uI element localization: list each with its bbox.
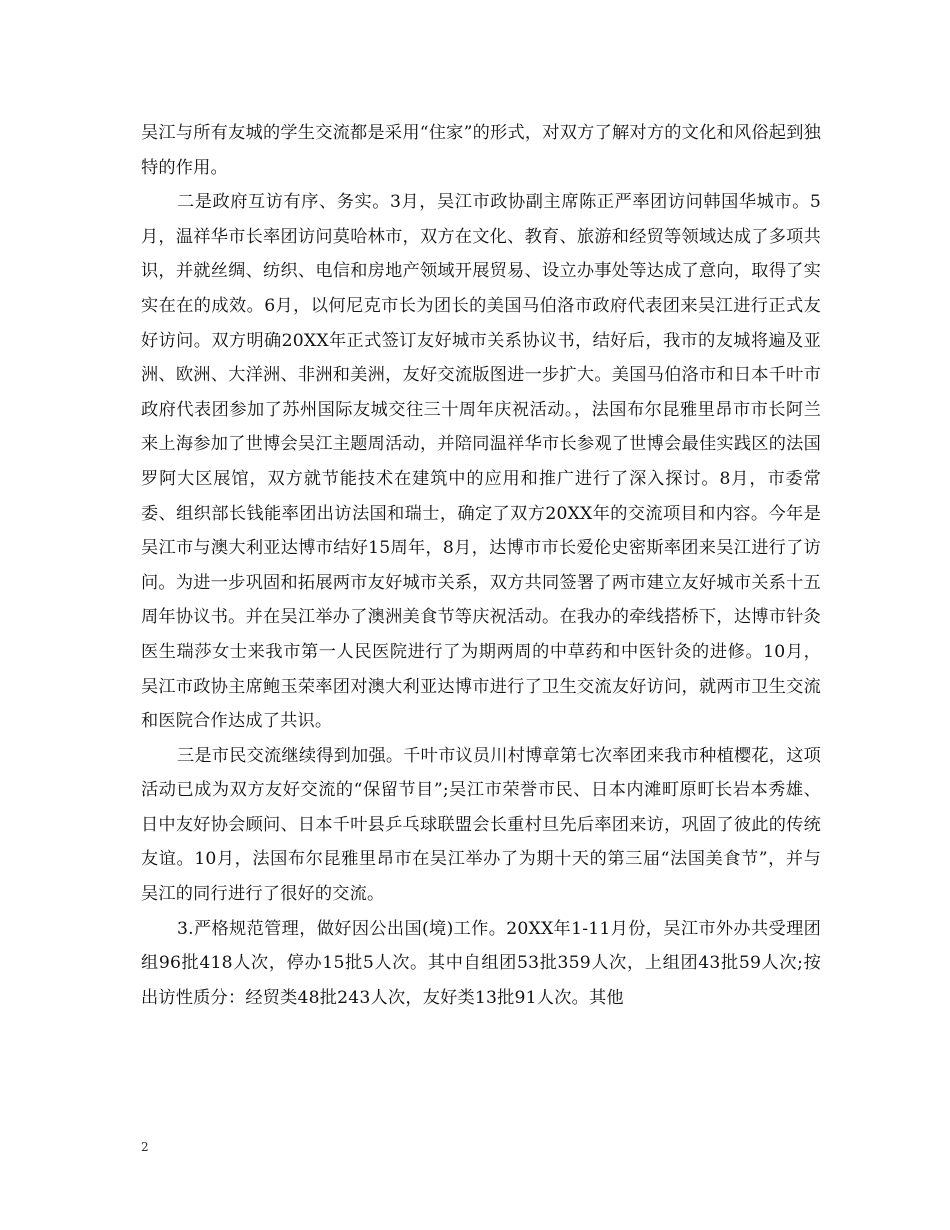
paragraph-4: 3.严格规范管理，做好因公出国(境)工作。20XX年1-11月份，吴江市外办共受理团组96批418人次，停办15批5人次。其中自组团53批359人次，上组团43批59人次;按出访性质分：经贸类48批243人次，友好类13批91人次。其他 — [141, 918, 821, 1008]
page-number: 2 — [141, 1140, 149, 1154]
paragraph-3: 三是市民交流继续得到加强。千叶市议员川村博章第七次率团来我市种植樱花，这项活动已成为双方友好交流的“保留节目”;吴江市荣誉市民、日本内滩町原町长岩本秀雄、日中友好协会顾问、日本千叶县乒乓球联盟会长重村旦先后率团来访，巩固了彼此的传统友谊。10月，法国布尔昆雅里昂市在吴江举办了为期十天的第三届“法国美食节”，并与吴江的同行进行了很好的交流。 — [141, 745, 821, 905]
document-body — [141, 116, 821, 1015]
paragraph-1: 吴江与所有友城的学生交流都是采用“住家”的形式，对双方了解对方的文化和风俗起到独特的作用。 — [141, 123, 821, 178]
paragraph-2: 二是政府互访有序、务实。3月，吴江市政协副主席陈正严率团访问韩国华城市。5月，温祥华市长率团访问莫哈林市，双方在文化、教育、旅游和经贸等领域达成了多项共识，并就丝绸、纺织、电信和房地产领域开展贸易、设立办事处等达成了意向，取得了实实在在的成效。6月，以何尼克市长为团长的美国马伯洛市政府代表团来吴江进行正式友好访问。双方明确20XX年正式签订友好城市关系协议书，结好后，我市的友城将遍及亚洲、欧洲、大洋洲、非洲和美洲，友好交流版图进一步扩大。美国马伯洛市和日本千叶市政府代表团参加了苏州国际友城交往三十周年庆祝活动。，法国布尔昆雅里昂市市长阿兰来上海参加了世博会吴江主题周活动，并陪同温祥华市长参观了世博会最佳实践区的法国罗阿大区展馆，双方就节能技术在建筑中的应用和推广进行了深入探讨。8月，市委常委、组织部长钱能率团出访法国和瑞士，确定了双方20XX年的交流项目和内容。今年是吴江市与澳大利亚达博市结好15周年，8月，达博市市长爱伦史密斯率团来吴江进行了访问。为进一步巩固和拓展两市友好城市关系，双方共同签署了两市建立友好城市关系十五周年协议书。并在吴江举办了澳洲美食节等庆祝活动。在我办的牵线搭桥下，达博市针灸医生瑞莎女士来我市第一人民医院进行了为期两周的中草药和中医针灸的进修。10月，吴江市政协主席鲍玉荣率团对澳大利亚达博市进行了卫生交流友好访问，就两市卫生交流和医院合作达成了共识。 — [141, 192, 821, 732]
